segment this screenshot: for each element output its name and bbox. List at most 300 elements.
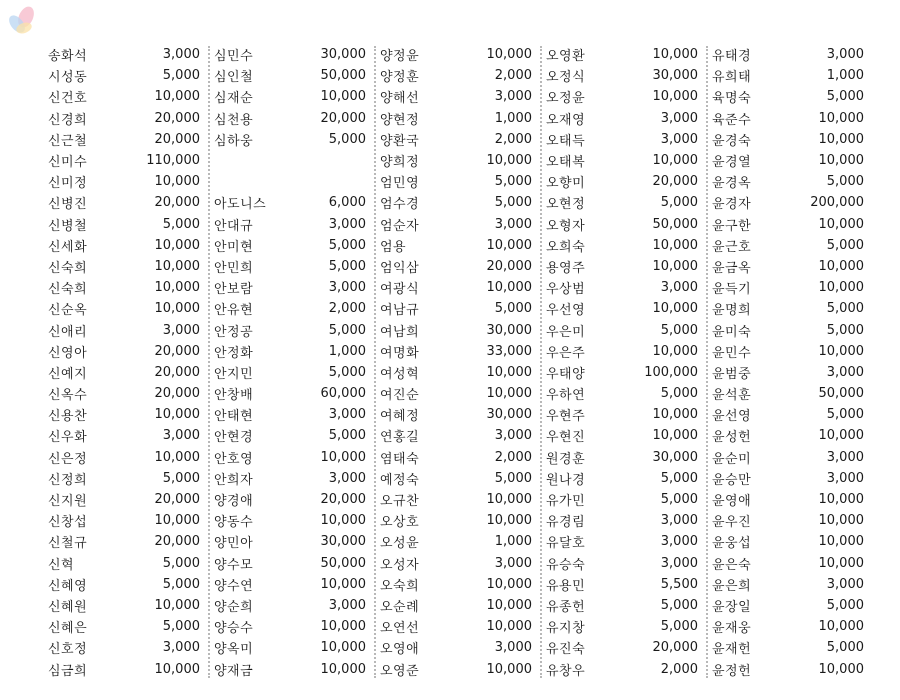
donor-name: 엄익삼	[380, 260, 420, 276]
donor-row	[214, 171, 366, 192]
donor-name: 오희숙	[546, 239, 586, 255]
donor-row	[546, 86, 698, 107]
donor-row	[214, 489, 366, 510]
donor-name: 양동수	[214, 515, 254, 531]
donor-name: 여남규	[380, 303, 420, 319]
donor-row	[712, 171, 864, 192]
donor-name: 신은정	[48, 451, 88, 467]
donor-row	[546, 319, 698, 340]
donation-amount: 20,000	[154, 534, 200, 550]
donation-amount: 3,000	[494, 216, 532, 232]
donation-amount: 10,000	[818, 153, 864, 169]
donation-amount: 10,000	[154, 449, 200, 465]
donor-row	[712, 468, 864, 489]
donor-name: 유지창	[546, 621, 586, 637]
donation-amount: 5,000	[660, 597, 698, 613]
donor-row	[214, 468, 366, 489]
donor-row	[546, 192, 698, 213]
donor-row	[380, 341, 532, 362]
donor-row	[712, 192, 864, 213]
donor-column	[214, 44, 380, 680]
donor-name: 안정화	[214, 345, 254, 361]
donor-row	[546, 595, 698, 616]
donor-row	[380, 214, 532, 235]
donor-row	[48, 86, 200, 107]
donor-name: 신병철	[48, 218, 88, 234]
donation-amount: 5,000	[660, 492, 698, 508]
donation-amount: 20,000	[154, 131, 200, 147]
donor-row	[546, 214, 698, 235]
donor-name: 윤민수	[712, 345, 752, 361]
donor-row	[48, 44, 200, 65]
donation-amount: 5,000	[494, 470, 532, 486]
donor-name: 아도니스	[214, 197, 267, 213]
donor-row	[546, 44, 698, 65]
donation-amount: 3,000	[826, 576, 864, 592]
donor-row	[214, 637, 366, 658]
donor-name: 윤선영	[712, 409, 752, 425]
donor-name: 엄민영	[380, 176, 420, 192]
donation-amount: 3,000	[660, 110, 698, 126]
donor-name: 윤경열	[712, 155, 752, 171]
donation-amount: 5,000	[494, 174, 532, 190]
donor-column	[48, 44, 214, 680]
donor-row	[48, 425, 200, 446]
donor-name: 신창섭	[48, 515, 88, 531]
donor-row	[546, 298, 698, 319]
donor-name: 유희태	[712, 70, 752, 86]
donor-name: 오영애	[380, 642, 420, 658]
donation-amount: 10,000	[154, 258, 200, 274]
donor-row	[380, 447, 532, 468]
donation-amount: 10,000	[818, 555, 864, 571]
donor-row	[380, 86, 532, 107]
donation-amount: 30,000	[486, 322, 532, 338]
donor-row	[546, 108, 698, 129]
donor-name: 오정윤	[546, 91, 586, 107]
donor-name: 신용찬	[48, 409, 88, 425]
donor-row	[712, 425, 864, 446]
donor-row	[712, 298, 864, 319]
donation-amount: 10,000	[818, 513, 864, 529]
donor-name: 윤영애	[712, 494, 752, 510]
donor-row	[546, 574, 698, 595]
donor-name: 오태복	[546, 155, 586, 171]
donor-name: 원경훈	[546, 451, 586, 467]
donor-name: 신애리	[48, 324, 88, 340]
donation-amount: 3,000	[494, 555, 532, 571]
donation-amount: 5,000	[328, 322, 366, 338]
donation-amount: 50,000	[320, 555, 366, 571]
donation-amount: 30,000	[652, 449, 698, 465]
donation-amount: 5,000	[660, 470, 698, 486]
donation-amount: 10,000	[818, 258, 864, 274]
donation-amount: 10,000	[486, 576, 532, 592]
donation-amount: 3,000	[660, 280, 698, 296]
donor-name: 우하연	[546, 388, 586, 404]
donor-row	[546, 404, 698, 425]
donor-row	[48, 595, 200, 616]
donor-row	[546, 553, 698, 574]
donor-row	[214, 108, 366, 129]
donor-name: 용영주	[546, 260, 586, 276]
donation-amount: 20,000	[320, 110, 366, 126]
donor-row	[48, 447, 200, 468]
donor-row	[712, 616, 864, 637]
donation-amount: 10,000	[320, 89, 366, 105]
donor-name: 우은미	[546, 324, 586, 340]
donor-name: 유달호	[546, 536, 586, 552]
donation-amount: 10,000	[320, 513, 366, 529]
donor-row	[546, 362, 698, 383]
donor-row	[712, 319, 864, 340]
donation-amount: 10,000	[818, 216, 864, 232]
donor-row	[712, 447, 864, 468]
donor-name: 양재금	[214, 663, 254, 679]
donor-row	[214, 86, 366, 107]
donor-row	[380, 298, 532, 319]
donor-row	[712, 341, 864, 362]
donor-row	[214, 362, 366, 383]
donation-amount: 50,000	[818, 386, 864, 402]
donor-row	[214, 298, 366, 319]
donation-amount: 10,000	[320, 619, 366, 635]
donor-name: 여광식	[380, 282, 420, 298]
donation-amount: 5,000	[494, 301, 532, 317]
donor-name: 오규찬	[380, 494, 420, 510]
donor-name: 안지민	[214, 366, 254, 382]
donation-amount: 10,000	[486, 364, 532, 380]
donor-row	[380, 553, 532, 574]
donation-amount: 5,000	[328, 428, 366, 444]
donor-name: 유승숙	[546, 557, 586, 573]
donor-name: 안미현	[214, 239, 254, 255]
donation-amount: 100,000	[644, 364, 698, 380]
donation-amount: 5,000	[826, 407, 864, 423]
donor-name: 윤은숙	[712, 557, 752, 573]
donation-amount: 10,000	[818, 492, 864, 508]
donor-row	[712, 150, 864, 171]
donor-row	[214, 425, 366, 446]
donation-amount: 10,000	[486, 492, 532, 508]
donor-row	[712, 404, 864, 425]
donor-name: 윤경자	[712, 197, 752, 213]
donor-row	[380, 277, 532, 298]
donation-amount: 10,000	[154, 513, 200, 529]
donation-amount: 20,000	[154, 110, 200, 126]
donor-name: 양수연	[214, 578, 254, 594]
donation-amount: 10,000	[818, 619, 864, 635]
donor-name: 안정공	[214, 324, 254, 340]
donor-row	[712, 86, 864, 107]
donor-row	[380, 637, 532, 658]
donation-amount: 3,000	[494, 640, 532, 656]
donation-amount: 1,000	[328, 343, 366, 359]
donor-name: 오성윤	[380, 536, 420, 552]
donor-row	[380, 404, 532, 425]
donor-name: 오향미	[546, 176, 586, 192]
donor-row	[48, 616, 200, 637]
donation-amount: 10,000	[652, 237, 698, 253]
donation-amount: 60,000	[320, 386, 366, 402]
donor-name: 신옥수	[48, 388, 88, 404]
donation-amount: 5,000	[826, 322, 864, 338]
donation-amount: 5,000	[826, 301, 864, 317]
donation-amount: 1,000	[826, 68, 864, 84]
donor-name: 오재영	[546, 112, 586, 128]
donor-name: 유태경	[712, 49, 752, 65]
donor-name: 윤승만	[712, 472, 752, 488]
donor-name: 유용민	[546, 578, 586, 594]
donor-name: 윤미숙	[712, 324, 752, 340]
donor-row	[712, 277, 864, 298]
donation-amount: 3,000	[328, 470, 366, 486]
donor-row	[214, 65, 366, 86]
donation-amount: 10,000	[486, 237, 532, 253]
donor-name: 신세화	[48, 239, 88, 255]
donation-amount: 20,000	[652, 640, 698, 656]
donation-amount: 30,000	[320, 534, 366, 550]
donor-name: 안대규	[214, 218, 254, 234]
donation-amount: 20,000	[320, 492, 366, 508]
donation-amount: 2,000	[494, 449, 532, 465]
donor-name: 신미수	[48, 155, 88, 171]
donor-row	[48, 171, 200, 192]
donor-name: 안희자	[214, 472, 254, 488]
donation-amount: 3,000	[826, 364, 864, 380]
donation-amount: 200,000	[810, 195, 864, 211]
donor-row	[48, 341, 200, 362]
donor-row	[48, 362, 200, 383]
donor-row	[380, 319, 532, 340]
donation-amount: 10,000	[486, 47, 532, 63]
donor-row	[48, 235, 200, 256]
donor-row	[546, 150, 698, 171]
donation-amount: 3,000	[162, 428, 200, 444]
donor-row	[712, 108, 864, 129]
donor-name: 윤장일	[712, 599, 752, 615]
donor-name: 오태득	[546, 133, 586, 149]
donor-row	[380, 129, 532, 150]
donor-name: 윤재헌	[712, 642, 752, 658]
donation-amount: 10,000	[486, 153, 532, 169]
donation-amount: 3,000	[328, 407, 366, 423]
donation-amount: 3,000	[162, 640, 200, 656]
donation-amount: 10,000	[818, 131, 864, 147]
donor-row	[546, 235, 698, 256]
donor-row	[48, 65, 200, 86]
donation-amount: 10,000	[154, 237, 200, 253]
donor-name: 여명화	[380, 345, 420, 361]
donor-row	[380, 425, 532, 446]
donor-name: 예정숙	[380, 472, 420, 488]
donor-row	[380, 256, 532, 277]
donor-name: 안민희	[214, 260, 254, 276]
donation-amount: 10,000	[320, 449, 366, 465]
donor-row	[546, 171, 698, 192]
donor-row	[48, 574, 200, 595]
donor-name: 양환국	[380, 133, 420, 149]
donor-name: 안창배	[214, 388, 254, 404]
donor-name: 윤웅섭	[712, 536, 752, 552]
donor-row	[380, 489, 532, 510]
donor-row	[48, 129, 200, 150]
donor-name: 안호영	[214, 451, 254, 467]
donor-name: 양승수	[214, 621, 254, 637]
donation-amount: 5,000	[162, 555, 200, 571]
donor-row	[48, 658, 200, 679]
donor-name: 유경림	[546, 515, 586, 531]
donation-amount: 5,000	[660, 322, 698, 338]
donation-amount: 20,000	[154, 492, 200, 508]
donor-row	[380, 108, 532, 129]
donor-row	[48, 192, 200, 213]
donor-row	[214, 129, 366, 150]
donor-name: 신혜원	[48, 599, 88, 615]
donation-amount: 5,000	[826, 89, 864, 105]
donor-name: 윤경숙	[712, 133, 752, 149]
donor-list	[48, 44, 878, 680]
donor-name: 연홍길	[380, 430, 420, 446]
donor-row	[380, 44, 532, 65]
donor-name: 양현정	[380, 112, 420, 128]
donor-name: 우은주	[546, 345, 586, 361]
donation-amount: 10,000	[154, 407, 200, 423]
donor-row	[48, 553, 200, 574]
donor-row	[214, 531, 366, 552]
donor-row	[712, 574, 864, 595]
donation-amount: 10,000	[652, 47, 698, 63]
donor-name: 윤재웅	[712, 621, 752, 637]
donor-row	[546, 489, 698, 510]
donation-amount: 10,000	[154, 301, 200, 317]
donation-amount: 10,000	[818, 343, 864, 359]
donor-row	[48, 108, 200, 129]
donor-column	[712, 44, 878, 680]
donation-amount: 5,000	[162, 216, 200, 232]
donor-row	[48, 489, 200, 510]
donor-row	[546, 468, 698, 489]
donation-amount: 10,000	[486, 619, 532, 635]
donor-name: 신우화	[48, 430, 88, 446]
donor-name: 오현정	[546, 197, 586, 213]
donation-amount: 10,000	[818, 534, 864, 550]
donation-amount: 2,000	[328, 301, 366, 317]
donor-row	[214, 192, 366, 213]
donation-amount: 1,000	[494, 534, 532, 550]
donor-row	[214, 595, 366, 616]
donor-name: 신영아	[48, 345, 88, 361]
donor-row	[712, 531, 864, 552]
donor-name: 시성동	[48, 70, 88, 86]
donation-amount: 5,000	[660, 386, 698, 402]
donor-name: 안보람	[214, 282, 254, 298]
donation-amount: 3,000	[494, 89, 532, 105]
donor-row	[712, 553, 864, 574]
donor-row	[48, 214, 200, 235]
donation-amount: 5,000	[826, 237, 864, 253]
donor-name: 윤은희	[712, 578, 752, 594]
donation-amount: 3,000	[826, 470, 864, 486]
donation-amount: 20,000	[154, 343, 200, 359]
donor-row	[712, 383, 864, 404]
donor-row	[48, 637, 200, 658]
donor-row	[546, 447, 698, 468]
donor-row	[546, 658, 698, 679]
donor-row	[48, 298, 200, 319]
donor-row	[380, 468, 532, 489]
donor-row	[546, 510, 698, 531]
donation-amount: 10,000	[652, 343, 698, 359]
donor-name: 여진순	[380, 388, 420, 404]
donor-row	[214, 319, 366, 340]
donation-amount: 3,000	[162, 47, 200, 63]
donor-name: 신경희	[48, 112, 88, 128]
donation-amount: 20,000	[154, 364, 200, 380]
donation-amount: 10,000	[486, 661, 532, 677]
donation-amount: 110,000	[146, 153, 200, 169]
donation-amount: 1,000	[494, 110, 532, 126]
donor-row	[546, 425, 698, 446]
donor-row	[214, 383, 366, 404]
donor-row	[380, 383, 532, 404]
donor-name: 윤금옥	[712, 260, 752, 276]
donor-row	[380, 235, 532, 256]
donor-name: 유창우	[546, 663, 586, 679]
donor-name: 오형자	[546, 218, 586, 234]
donation-amount: 5,000	[660, 195, 698, 211]
donor-row	[380, 531, 532, 552]
donation-amount: 3,000	[660, 555, 698, 571]
donor-name: 양정윤	[380, 49, 420, 65]
donor-row	[214, 235, 366, 256]
donor-name: 오숙희	[380, 578, 420, 594]
donor-row	[546, 616, 698, 637]
donor-name: 안유현	[214, 303, 254, 319]
donation-amount: 10,000	[154, 597, 200, 613]
donor-name: 우태양	[546, 366, 586, 382]
donor-row	[380, 574, 532, 595]
donor-row	[380, 65, 532, 86]
donor-name: 신예지	[48, 366, 88, 382]
donation-amount: 10,000	[818, 110, 864, 126]
donation-amount: 10,000	[320, 661, 366, 677]
donor-name: 신지원	[48, 494, 88, 510]
donation-amount: 10,000	[320, 640, 366, 656]
donor-name: 원나경	[546, 472, 586, 488]
donor-name: 신숙희	[48, 260, 88, 276]
donation-amount: 3,000	[660, 534, 698, 550]
donation-amount: 10,000	[154, 174, 200, 190]
donation-amount: 10,000	[154, 661, 200, 677]
donor-name: 우현진	[546, 430, 586, 446]
donation-amount: 6,000	[328, 195, 366, 211]
donation-amount: 10,000	[154, 89, 200, 105]
donor-row	[712, 256, 864, 277]
donor-name: 신건호	[48, 91, 88, 107]
donor-name: 우상범	[546, 282, 586, 298]
donor-name: 윤성헌	[712, 430, 752, 446]
donation-amount: 2,000	[494, 68, 532, 84]
donation-amount: 50,000	[320, 68, 366, 84]
donor-name: 양해선	[380, 91, 420, 107]
donor-name: 오상호	[380, 515, 420, 531]
donation-amount: 5,000	[826, 597, 864, 613]
donor-name: 우선영	[546, 303, 586, 319]
donor-row	[214, 658, 366, 679]
donation-amount: 10,000	[818, 428, 864, 444]
donation-amount: 10,000	[818, 280, 864, 296]
